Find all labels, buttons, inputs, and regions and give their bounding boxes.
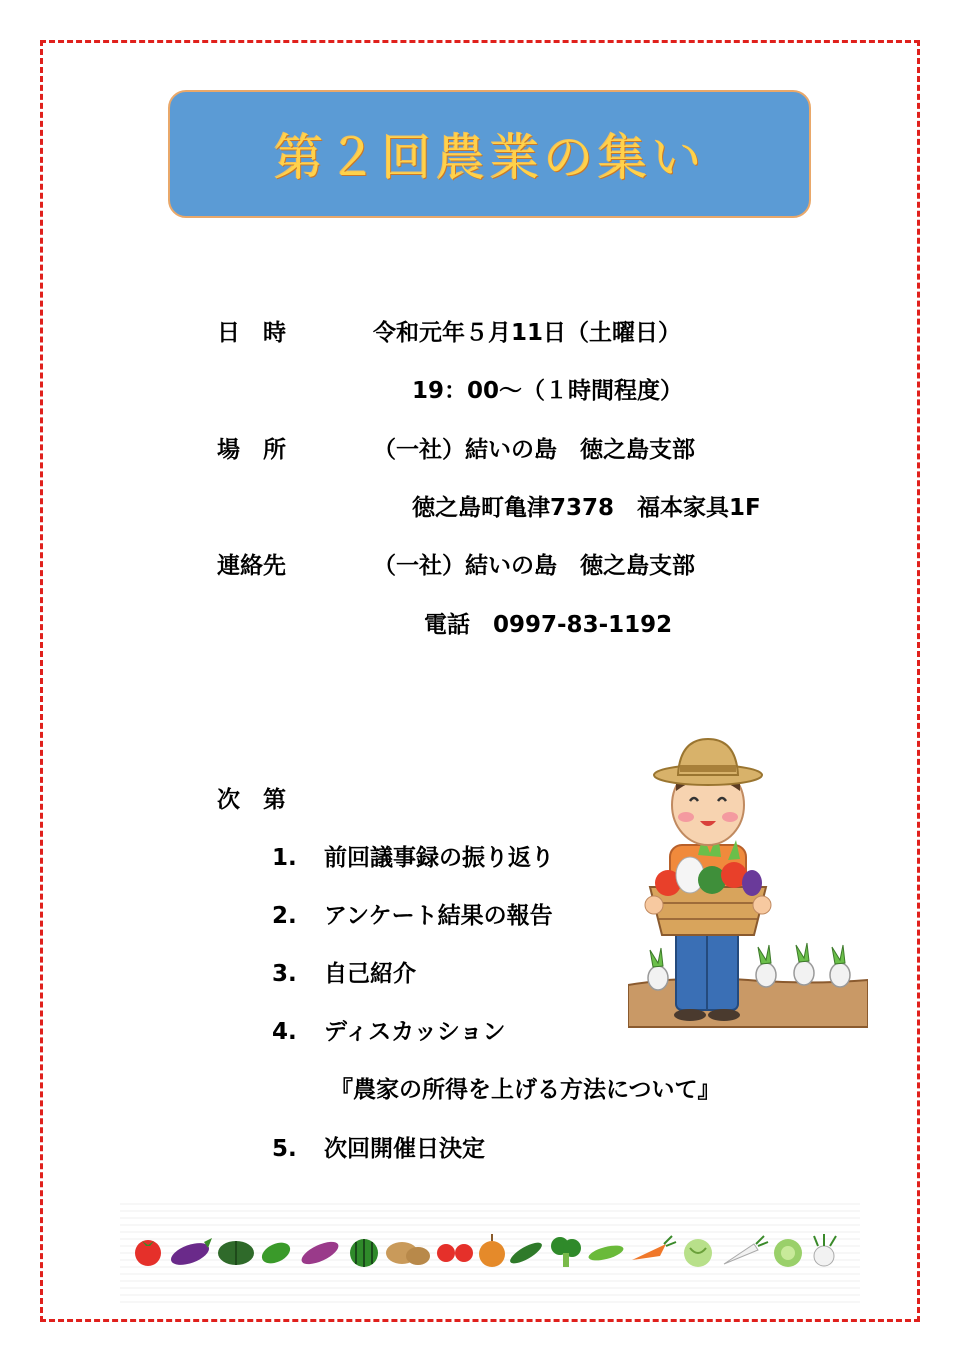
- pumpkin-icon: [218, 1241, 254, 1265]
- potato-icon: [386, 1242, 430, 1265]
- place-name: （一社）結いの島 徳之島支部: [373, 437, 695, 463]
- contact-name: （一社）結いの島 徳之島支部: [373, 553, 695, 579]
- lettuce-icon: [774, 1239, 802, 1267]
- date-value: 令和元年５月11日（土曜日）: [373, 320, 682, 346]
- tomato-icon: [135, 1240, 161, 1266]
- cucumber-icon: [507, 1239, 544, 1267]
- onion-icon: [479, 1234, 505, 1267]
- agenda-item-text: 自己紹介: [324, 961, 416, 987]
- farmer-illustration: [628, 735, 868, 1035]
- time-value: 19：00～（１時間程度）: [412, 378, 684, 404]
- cabbage-icon: [684, 1239, 712, 1267]
- turnip-icon: [814, 1234, 836, 1266]
- cherry-tomato-icon: [437, 1244, 473, 1262]
- daikon-icon: [724, 1236, 768, 1264]
- page-title: 第２回農業の集い: [273, 129, 706, 187]
- green-pepper-icon: [259, 1239, 294, 1268]
- place-label: 場 所: [217, 437, 286, 463]
- sweet-potato-icon: [298, 1237, 341, 1268]
- contact-phone: 電話 0997-83-1192: [424, 612, 673, 638]
- agenda-item-number: 2.: [272, 903, 297, 929]
- agenda-item-text: アンケート結果の報告: [324, 903, 553, 929]
- agenda-item-text: ディスカッション: [324, 1019, 506, 1045]
- datetime-label: 日 時: [217, 320, 286, 346]
- agenda-item-text: 前回議事録の振り返り: [324, 845, 554, 871]
- title-banner: [168, 90, 811, 218]
- agenda-item-number: 1.: [272, 845, 297, 871]
- contact-label: 連絡先: [217, 553, 286, 579]
- carrot-icon: [632, 1236, 676, 1260]
- broccoli-icon: [551, 1237, 581, 1267]
- agenda-item-text: 次回開催日決定: [324, 1136, 485, 1162]
- agenda-item-number: 5.: [272, 1136, 297, 1162]
- watermelon-icon: [350, 1239, 378, 1267]
- agenda-item-number: 3.: [272, 961, 297, 987]
- edamame-icon: [587, 1243, 625, 1264]
- agenda-item-subtitle: 『農家の所得を上げる方法について』: [330, 1077, 721, 1103]
- vegetable-border: [120, 1198, 860, 1303]
- eggplant-icon: [168, 1238, 212, 1269]
- place-address: 徳之島町亀津7378 福本家具1F: [412, 495, 761, 521]
- page-border: [40, 40, 920, 1322]
- agenda-heading: 次 第: [217, 787, 286, 813]
- agenda-item-number: 4.: [272, 1019, 297, 1045]
